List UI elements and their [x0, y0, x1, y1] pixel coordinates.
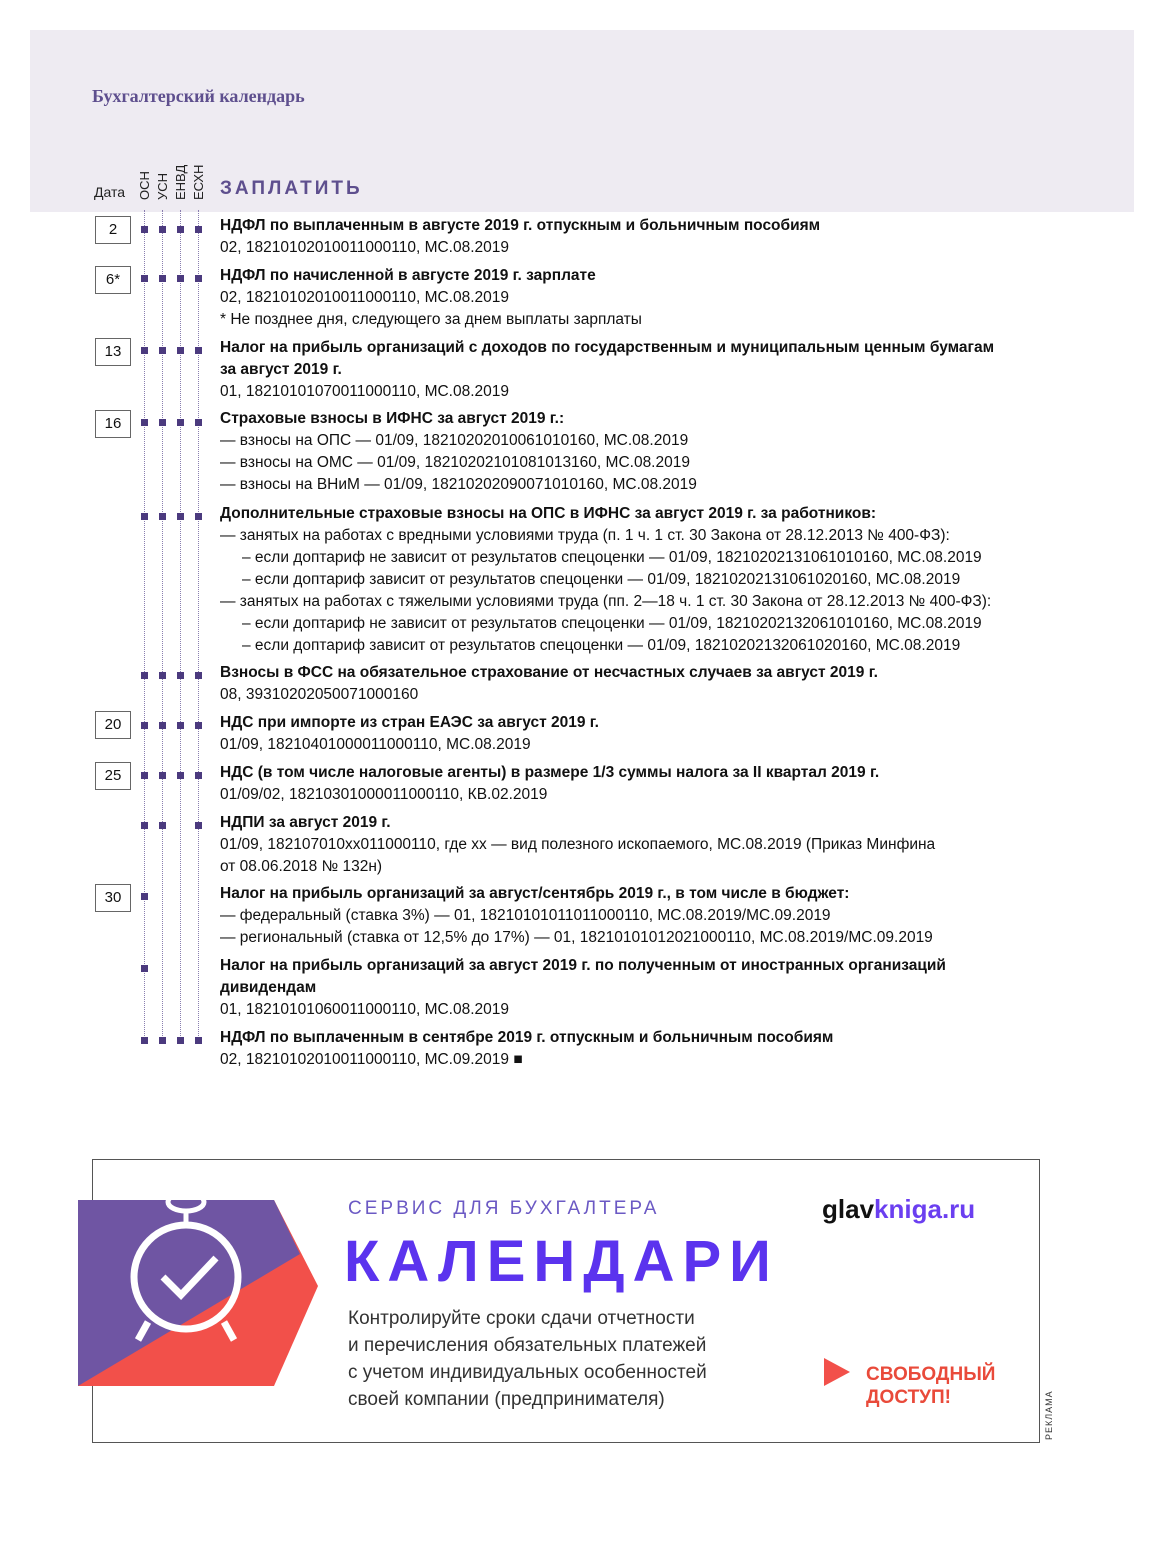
- regime-dot: [195, 772, 202, 779]
- ad-body-line: своей компании (предпринимателя): [348, 1389, 665, 1410]
- entry-line: от 08.06.2018 № 132н): [220, 858, 383, 875]
- payment-entry: [220, 662, 1050, 706]
- regime-dot: [159, 513, 166, 520]
- regime-dot: [195, 275, 202, 282]
- entry-line: — взносы на ВНиМ — 01/09, 18210202090071010160, МС.08.2019: [220, 476, 697, 493]
- alarm-clock-icon: [78, 1162, 318, 1402]
- envd-guide-line: [180, 210, 181, 1040]
- regime-dot: [159, 226, 166, 233]
- ad-body-line: с учетом индивидуальных особенностей: [348, 1362, 707, 1383]
- date-box: 13: [95, 338, 131, 366]
- ad-subtitle: СЕРВИС ДЛЯ БУХГАЛТЕРА: [348, 1198, 660, 1219]
- entry-title: Страховые взносы в ИФНС за август 2019 г.:: [220, 410, 565, 427]
- payment-entry: [220, 812, 1050, 878]
- regime-dot: [141, 226, 148, 233]
- regime-dot: [195, 1037, 202, 1044]
- entry-line: 01/09, 18210401000011000110, МС.08.2019: [220, 736, 531, 753]
- entry-line: 01/09, 182107010хх011000110, где хх — вид полезного ископаемого, МС.08.2019 (Приказ Минфина: [220, 836, 936, 853]
- entry-line: – если доптариф не зависит от результатов спецоценки — 01/09, 18210202132061010160, МС.08.2019: [242, 615, 982, 632]
- regime-dot: [141, 672, 148, 679]
- date-box: 16: [95, 410, 131, 438]
- regime-dot: [195, 347, 202, 354]
- entry-line: — взносы на ОПС — 01/09, 18210202010061010160, МС.08.2019: [220, 432, 689, 449]
- entry-line: — занятых на работах с тяжелыми условиями труда (пп. 2—18 ч. 1 ст. 30 Закона от 28.12.2013 № 400-ФЗ):: [220, 593, 992, 610]
- payment-entry: [220, 1027, 1050, 1071]
- entry-title: НДФЛ по выплаченным в августе 2019 г. отпускным и больничным пособиям: [220, 217, 821, 234]
- play-arrow-icon: [824, 1358, 850, 1386]
- entry-title-cont: дивидендам: [220, 979, 317, 996]
- page-title: Бухгалтерский календарь: [92, 86, 305, 106]
- date-box: 25: [95, 762, 131, 790]
- entry-title: НДФЛ по выплаченным в сентябре 2019 г. отпускным и больничным пособиям: [220, 1029, 834, 1046]
- column-osn-label: ОСН: [137, 171, 152, 200]
- entry-line: 01/09/02, 18210301000011000110, КВ.02.2019: [220, 786, 548, 803]
- date-box: 2: [95, 216, 131, 244]
- free-access-button[interactable]: [866, 1363, 995, 1409]
- regime-dot: [141, 965, 148, 972]
- entry-title: Налог на прибыль организаций за август/сентябрь 2019 г., в том числе в бюджет:: [220, 885, 850, 902]
- regime-dot: [159, 275, 166, 282]
- regime-dot: [141, 893, 148, 900]
- regime-dot: [159, 722, 166, 729]
- entry-title: Дополнительные страховые взносы на ОПС в ИФНС за август 2019 г. за работников:: [220, 505, 877, 522]
- entry-title: Налог на прибыль организаций за август 2019 г. по полученным от иностранных организаций: [220, 957, 946, 974]
- regime-dot: [177, 347, 184, 354]
- regime-dot: [141, 419, 148, 426]
- entry-line: – если доптариф зависит от результатов спецоценки — 01/09, 18210202131061020160, МС.08.2019: [242, 571, 961, 588]
- regime-dot: [177, 672, 184, 679]
- ad-body-line: Контролируйте сроки сдачи отчетности: [348, 1308, 695, 1329]
- payment-entry: [220, 215, 1050, 259]
- date-box: 20: [95, 711, 131, 739]
- payment-entry: [220, 883, 1050, 949]
- ad-domain-link[interactable]: [822, 1194, 975, 1225]
- ad-domain-accent: kniga.ru: [874, 1194, 976, 1224]
- regime-dot: [177, 226, 184, 233]
- entry-line: — федеральный (ставка 3%) — 01, 18210101011011000110, МС.08.2019/МС.09.2019: [220, 907, 831, 924]
- entry-line: — региональный (ставка от 12,5% до 17%) — 01, 18210101012021000110, МС.08.2019/МС.09.2019: [220, 929, 933, 946]
- ad-body: [348, 1305, 707, 1413]
- entry-title: Налог на прибыль организаций с доходов по государственным и муниципальным ценным бумагам: [220, 339, 995, 356]
- regime-dot: [141, 513, 148, 520]
- regime-dot: [195, 513, 202, 520]
- regime-dot: [159, 772, 166, 779]
- regime-dot: [159, 1037, 166, 1044]
- entry-footnote: * Не позднее дня, следующего за днем выплаты зарплаты: [220, 311, 642, 328]
- eshn-guide-line: [198, 210, 199, 1040]
- regime-dot: [159, 672, 166, 679]
- entry-line: — занятых на работах с вредными условиями труда (п. 1 ч. 1 ст. 30 Закона от 28.12.2013 № 400-ФЗ):: [220, 527, 950, 544]
- entry-line: 01, 18210101060011000110, МС.08.2019: [220, 1001, 510, 1018]
- entry-line: 02, 18210102010011000110, МС.08.2019: [220, 289, 510, 306]
- regime-dot: [195, 419, 202, 426]
- regime-dot: [141, 822, 148, 829]
- regime-dot: [141, 275, 148, 282]
- entry-line: 01, 18210101070011000110, МС.08.2019: [220, 383, 510, 400]
- entry-line: — взносы на ОМС — 01/09, 18210202101081013160, МС.08.2019: [220, 454, 690, 471]
- ad-body-line: и перечисления обязательных платежей: [348, 1335, 707, 1356]
- entry-title-cont: за август 2019 г.: [220, 361, 342, 378]
- regime-dot: [159, 347, 166, 354]
- regime-dot: [195, 722, 202, 729]
- ad-headline: КАЛЕНДАРИ: [344, 1229, 779, 1294]
- payment-entry: [220, 337, 1050, 403]
- payment-entry: [220, 503, 1050, 657]
- entry-title: Взносы в ФСС на обязательное страхование от несчастных случаев за август 2019 г.: [220, 664, 878, 681]
- regime-dot: [177, 513, 184, 520]
- entry-line: – если доптариф не зависит от результатов спецоценки — 01/09, 18210202131061010160, МС.08.2019: [242, 549, 982, 566]
- cta-line: СВОБОДНЫЙ: [866, 1364, 996, 1385]
- usn-guide-line: [162, 210, 163, 1040]
- regime-dot: [177, 419, 184, 426]
- regime-dot: [177, 275, 184, 282]
- column-envd-label: ЕНВД: [173, 164, 188, 200]
- osn-guide-line: [144, 210, 145, 1040]
- ad-marker: РЕКЛАМА: [1044, 1390, 1054, 1440]
- regime-dot: [141, 772, 148, 779]
- column-date-label: Дата: [94, 184, 126, 200]
- section-title: ЗАПЛАТИТЬ: [220, 178, 363, 199]
- cta-line: ДОСТУП!: [866, 1387, 951, 1408]
- regime-dot: [177, 722, 184, 729]
- column-usn-label: УСН: [155, 172, 170, 200]
- payment-entry: [220, 955, 1050, 1021]
- regime-dot: [195, 226, 202, 233]
- entry-title: НДФЛ по начисленной в августе 2019 г. зарплате: [220, 267, 596, 284]
- payment-entry: [220, 712, 1050, 756]
- date-box: 30: [95, 884, 131, 912]
- regime-dot: [177, 1037, 184, 1044]
- regime-dot: [177, 772, 184, 779]
- payment-entry: [220, 762, 1050, 806]
- regime-dot: [141, 347, 148, 354]
- regime-dot: [141, 1037, 148, 1044]
- entry-title: НДПИ за август 2019 г.: [220, 814, 391, 831]
- entry-title: НДС (в том числе налоговые агенты) в размере 1/3 суммы налога за II квартал 2019 г.: [220, 764, 880, 781]
- regime-dot: [195, 672, 202, 679]
- regime-dot: [141, 722, 148, 729]
- date-box: 6*: [95, 266, 131, 294]
- regime-dot: [159, 419, 166, 426]
- entry-title: НДС при импорте из стран ЕАЭС за август 2019 г.: [220, 714, 599, 731]
- column-eshn-label: ЕСХН: [191, 164, 206, 200]
- regime-dot: [159, 822, 166, 829]
- entry-line: – если доптариф зависит от результатов спецоценки — 01/09, 18210202132061020160, МС.08.2019: [242, 637, 961, 654]
- entry-line: 02, 18210102010011000110, МС.09.2019 ■: [220, 1051, 523, 1068]
- entry-line: 02, 18210102010011000110, МС.08.2019: [220, 239, 510, 256]
- regime-dot: [195, 822, 202, 829]
- payment-entry: [220, 408, 1050, 496]
- ad-domain-part: glav: [822, 1194, 875, 1224]
- entry-line: 08, 39310202050071000160: [220, 686, 419, 703]
- payment-entry: [220, 265, 1050, 331]
